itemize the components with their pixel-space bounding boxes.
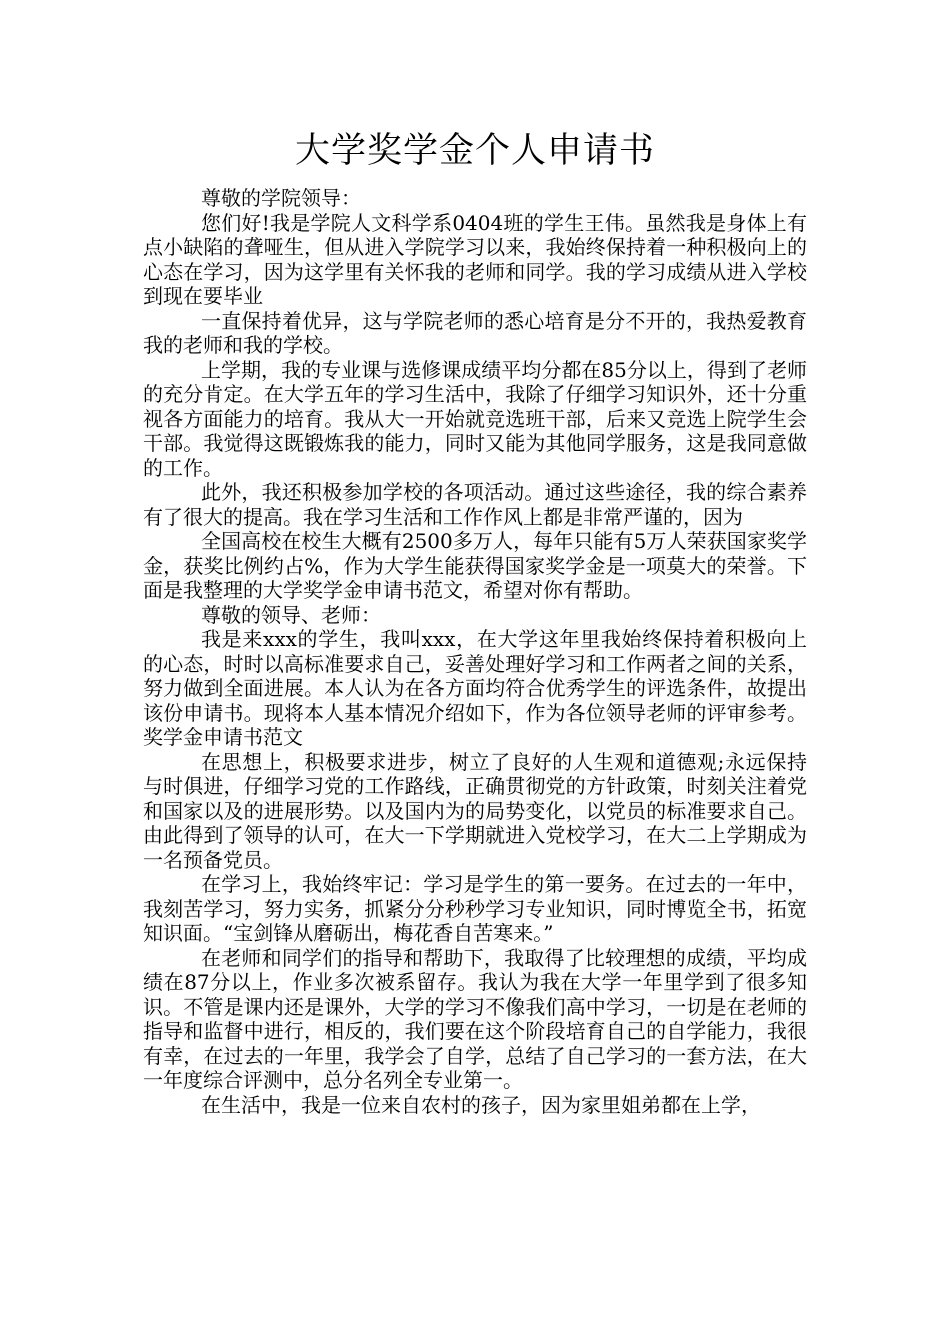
body-paragraph: 在生活中，我是一位来自农村的孩子，因为家里姐弟都在上学， — [201, 1092, 761, 1117]
document-title: 大学奖学金个人申请书 — [294, 131, 655, 171]
body-paragraph: 在学习上，我始终牢记：学习是学生的第一要务。在过去的一年中，我刻苦学习，努力实务，抓紧分分秒秒学习专业知识，同时博览全书，拓宽知识面。“宝剑锋从磨砺出，梅花香自苦寒来。” — [143, 872, 807, 945]
body-paragraph: 上学期，我的专业课与选修课成绩平均分都在85分以上，得到了老师的充分肯定。在大学五年的学习生活中，我除了仔细学习知识外，还十分重视各方面能力的培育。我从大一开始就竞选班干部，后来又竞选上院学生会干部。我觉得这既锻炼我的能力，同时又能为其他同学服务，这是我同意做的工作。 — [143, 357, 807, 480]
salutation-paragraph: 尊敬的学院领导： — [201, 186, 361, 210]
document-page — [143, 128, 807, 1117]
document-body — [143, 186, 807, 1117]
body-paragraph: 一直保持着优异，这与学院老师的悉心培育是分不开的，我热爱教育我的老师和我的学校。 — [143, 308, 807, 357]
body-paragraph: 全国高校在校生大概有2500多万人，每年只能有5万人荣获国家奖学金，获奖比例约占%，作为大学生能获得国家奖学金是一项莫大的荣誉。下面是我整理的大学奖学金申请书范文，希望对你有帮助。 — [143, 529, 807, 602]
body-paragraph: 在老师和同学们的指导和帮助下，我取得了比较理想的成绩，平均成绩在87分以上，作业多次被系留存。我认为我在大学一年里学到了很多知识。不管是课内还是课外，大学的学习不像我们高中学习，一切是在老师的指导和监督中进行，相反的，我们要在这个阶段培育自己的自学能力，我很有幸，在过去的一年里，我学会了自学，总结了自己学习的一套方法，在大一年度综合评测中，总分名列全专业第一。 — [143, 945, 807, 1092]
body-paragraph: 此外，我还积极参加学校的各项活动。通过这些途径，我的综合素养有了很大的提高。我在学习生活和工作作风上都是非常严谨的，因为 — [143, 480, 807, 529]
salutation-paragraph: 尊敬的领导、老师： — [201, 602, 381, 627]
body-paragraph: 在思想上，积极要求进步，树立了良好的人生观和道德观;永远保持与时俱进，仔细学习党的工作路线，正确贯彻党的方针政策，时刻关注着党和国家以及的进展形势。以及国内为的局势变化，以党员的标准要求自己。由此得到了领导的认可，在大一下学期就进入党校学习，在大二上学期成为一名预备党员。 — [143, 749, 807, 872]
body-paragraph: 您们好!我是学院人文科学系0404班的学生王伟。虽然我是身体上有点小缺陷的聋哑生，但从进入学院学习以来，我始终保持着一种积极向上的心态在学习，因为这学里有关怀我的老师和同学。我的学习成绩从进入学校到现在要毕业 — [143, 210, 807, 308]
body-paragraph: 我是来xxx的学生，我叫xxx，在大学这年里我始终保持着积极向上的心态，时时以高标准要求自己，妥善处理好学习和工作两者之间的关系，努力做到全面进展。本人认为在各方面均符合优秀学生的评选条件，故提出该份申请书。现将本人基本情况介绍如下，作为各位领导老师的评审参考。奖学金申请书范文 — [143, 627, 807, 749]
